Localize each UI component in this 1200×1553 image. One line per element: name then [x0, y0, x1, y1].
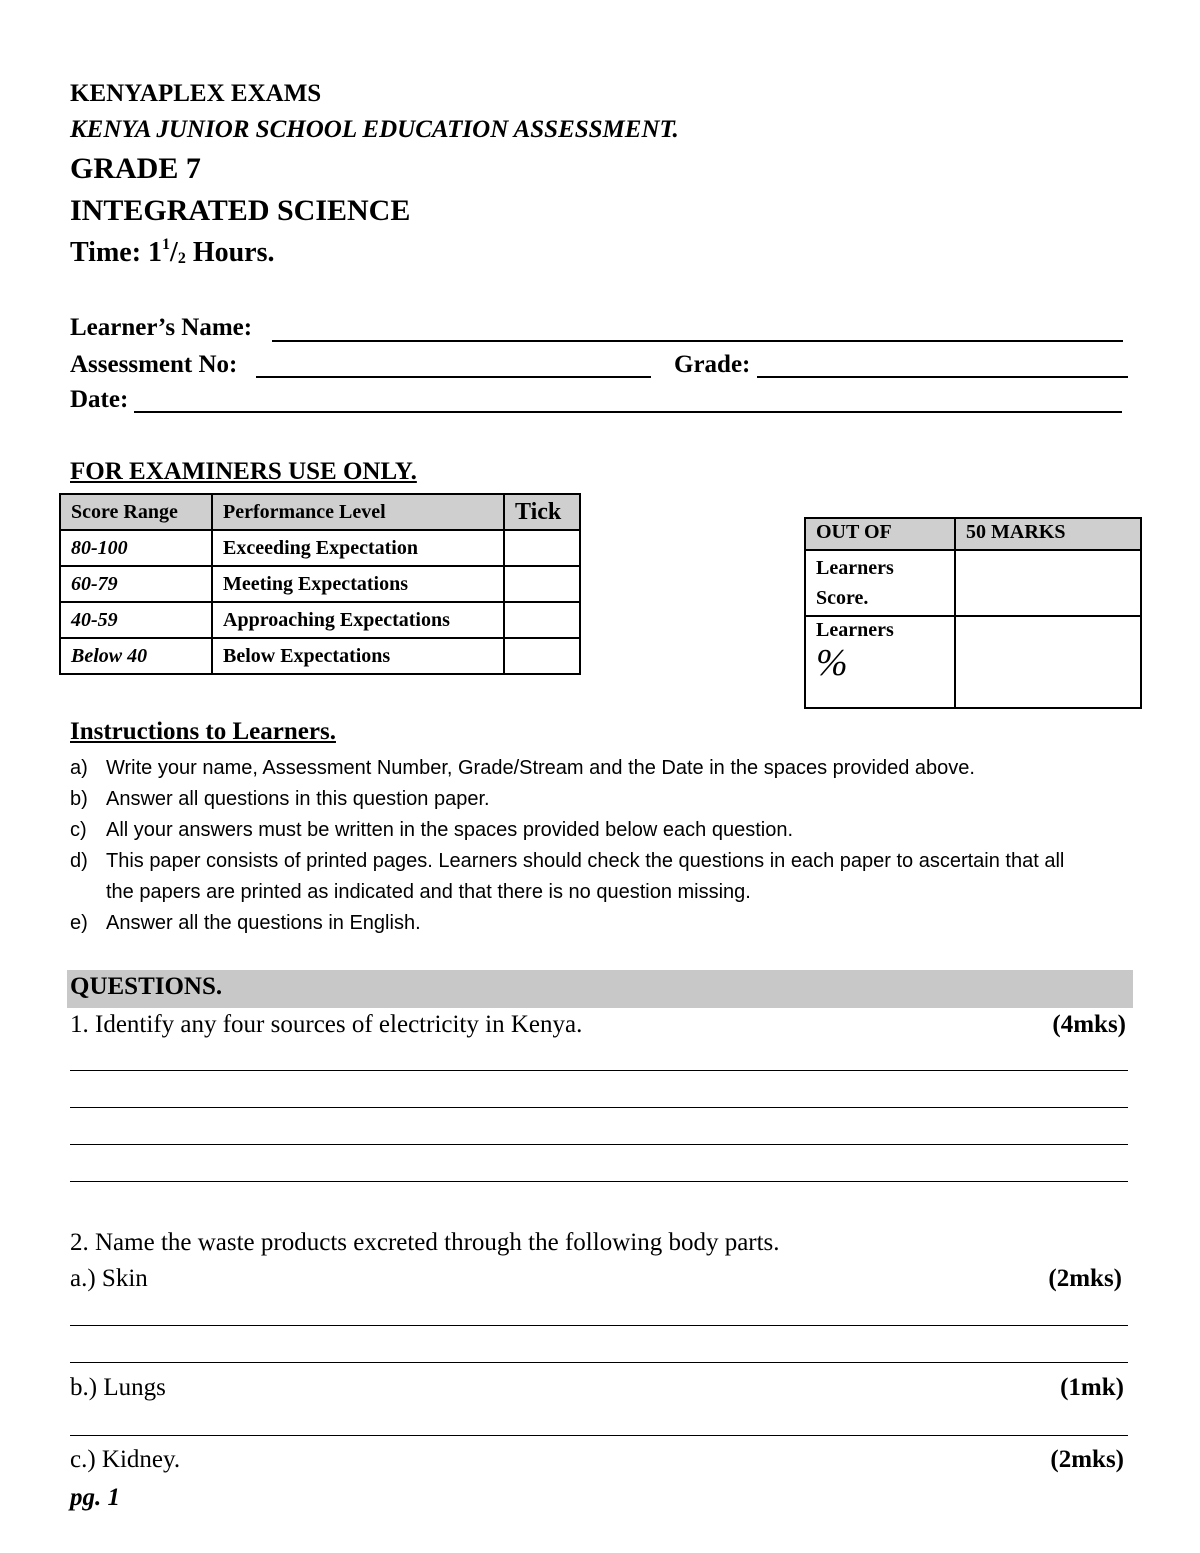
answer-line[interactable] — [70, 1435, 1128, 1436]
performance-level: Approaching Expectations — [212, 602, 504, 638]
instruction-item — [70, 757, 975, 780]
assessment-no-label: Assessment No: — [70, 351, 238, 378]
instruction-item — [70, 819, 793, 842]
learners-percent-cell[interactable] — [955, 616, 1141, 708]
questions-title: QUESTIONS. — [70, 973, 223, 1000]
question-2b-text: b.) Lungs — [70, 1374, 166, 1401]
time-allowed: Time: $1^1/_2$ Hours. — [70, 236, 275, 268]
date-field[interactable] — [134, 411, 1122, 413]
performance-table — [59, 493, 581, 675]
marks-table — [804, 517, 1142, 709]
table-header-row — [60, 494, 580, 530]
question-2-text: 2. Name the waste products excreted through the following body parts. — [70, 1229, 780, 1256]
learners-percent-row — [805, 616, 1141, 708]
table-row — [60, 566, 580, 602]
grade-label: Grade: — [674, 351, 751, 378]
score-range: 40-59 — [60, 602, 212, 638]
date-label: Date: — [70, 386, 129, 413]
instruction-text: Answer all the questions in English. — [106, 912, 421, 934]
instruction-letter: c) — [70, 819, 87, 841]
instruction-item — [70, 850, 1064, 873]
instruction-letter: b) — [70, 788, 88, 810]
questions-band — [67, 970, 1133, 1008]
score-range: Below 40 — [60, 638, 212, 674]
assessment-title: KENYA JUNIOR SCHOOL EDUCATION ASSESSMENT. — [70, 116, 679, 143]
table-row — [60, 530, 580, 566]
answer-line[interactable] — [70, 1325, 1128, 1326]
out-of-label: OUT OF — [805, 518, 955, 550]
instruction-text: Answer all questions in this question paper. — [106, 788, 490, 810]
question-2a-text: a.) Skin — [70, 1265, 148, 1292]
instruction-letter: a) — [70, 757, 88, 779]
question-2c-text: c.) Kidney. — [70, 1446, 181, 1473]
tick-cell[interactable] — [504, 638, 580, 674]
answer-line[interactable] — [70, 1070, 1128, 1071]
performance-level: Exceeding Expectation — [212, 530, 504, 566]
tick-cell[interactable] — [504, 566, 580, 602]
answer-line[interactable] — [70, 1107, 1128, 1108]
learners-score-row — [805, 550, 1141, 616]
instruction-letter: d) — [70, 850, 88, 872]
percent-symbol: % — [816, 642, 848, 684]
learners-score-label — [805, 550, 955, 616]
tick-cell[interactable] — [504, 602, 580, 638]
question-2b-marks: (1mk) — [1060, 1374, 1124, 1401]
learners-percent-label-line1: Learners — [816, 619, 894, 641]
time-fraction-slash: / — [170, 237, 178, 268]
header-score-range: Score Range — [60, 494, 212, 530]
instruction-text: This paper consists of printed pages. Learners should check the questions in each paper to ascertain that all — [106, 850, 1065, 872]
table-row — [60, 638, 580, 674]
examiners-use-title: FOR EXAMINERS USE ONLY. — [70, 458, 417, 485]
instruction-letter: e) — [70, 912, 88, 934]
exam-brand: KENYAPLEX EXAMS — [70, 80, 322, 107]
marks-header-row — [805, 518, 1141, 550]
learners-score-cell[interactable] — [955, 550, 1141, 616]
instruction-text: Write your name, Assessment Number, Grade/Stream and the Date in the spaces provided above. — [106, 757, 975, 779]
tick-cell[interactable] — [504, 530, 580, 566]
time-unit: Hours. — [185, 237, 275, 268]
grade-title: GRADE 7 — [70, 152, 201, 185]
subject-title: INTEGRATED SCIENCE — [70, 194, 411, 227]
out-of-value: 50 MARKS — [955, 518, 1141, 550]
question-1-text: 1. Identify any four sources of electricity in Kenya. — [70, 1011, 583, 1038]
performance-level: Below Expectations — [212, 638, 504, 674]
assessment-no-field[interactable] — [256, 376, 651, 378]
score-range: 80-100 — [60, 530, 212, 566]
learners-score-label-line1: Learners — [816, 557, 894, 579]
table-row — [60, 602, 580, 638]
page-number: pg. 1 — [70, 1484, 120, 1511]
instruction-continuation: the papers are printed as indicated and that there is no question missing. — [106, 881, 751, 903]
instruction-item — [70, 788, 490, 811]
answer-line[interactable] — [70, 1362, 1128, 1363]
instruction-item — [70, 912, 421, 935]
header-performance-level: Performance Level — [212, 494, 504, 530]
instruction-text: All your answers must be written in the spaces provided below each question. — [106, 819, 794, 841]
instructions-title: Instructions to Learners. — [70, 718, 336, 745]
question-2c-marks: (2mks) — [1050, 1446, 1124, 1473]
learners-percent-label — [805, 616, 955, 708]
performance-level: Meeting Expectations — [212, 566, 504, 602]
question-2a-marks: (2mks) — [1048, 1265, 1122, 1292]
header-tick: Tick — [504, 494, 580, 530]
learner-name-field[interactable] — [272, 340, 1123, 342]
score-range: 60-79 — [60, 566, 212, 602]
learners-score-label-line2: Score. — [816, 587, 869, 609]
answer-line[interactable] — [70, 1144, 1128, 1145]
grade-field[interactable] — [757, 376, 1128, 378]
time-whole: 1 — [148, 237, 163, 268]
question-1-marks: (4mks) — [1052, 1011, 1126, 1038]
time-fraction-denominator: 2 — [177, 250, 186, 267]
learner-name-label: Learner’s Name: — [70, 314, 253, 341]
time-fraction-numerator: 1 — [162, 236, 171, 253]
answer-line[interactable] — [70, 1181, 1128, 1182]
